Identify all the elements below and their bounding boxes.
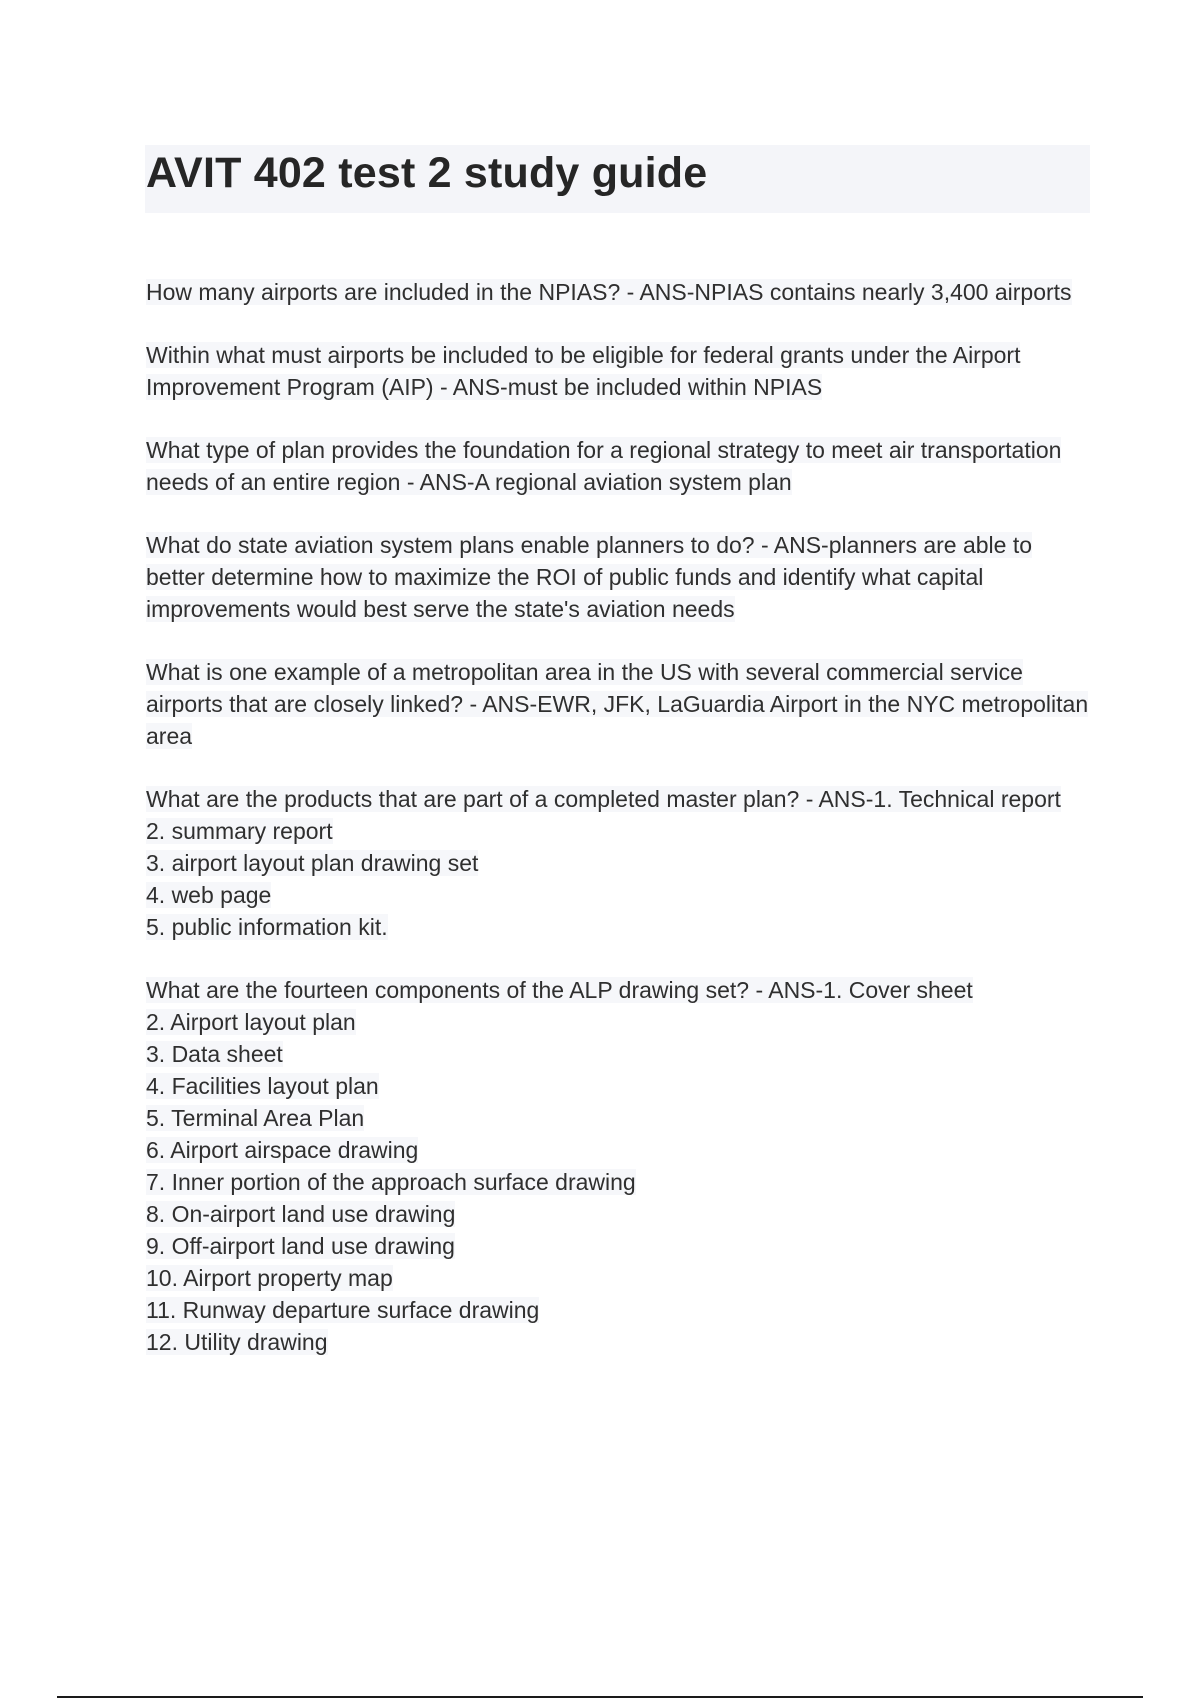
list-item: 3. airport layout plan drawing set [146,850,479,876]
study-guide-content [146,276,1096,1389]
qa-text: How many airports are included in the NPIAS? - ANS-NPIAS contains nearly 3,400 airports [146,279,1072,305]
qa-text: What are the products that are part of a completed master plan? - ANS-1. Technical report [146,786,1061,812]
list-item: 2. summary report [146,818,333,844]
list-item: 2. Airport layout plan [146,1009,356,1035]
list-item: 6. Airport airspace drawing [146,1137,419,1163]
list-item: 10. Airport property map [146,1265,393,1291]
list-item: 11. Runway departure surface drawing [146,1297,540,1323]
qa-text: What do state aviation system plans enable planners to do? - ANS-planners are able to better determine how to maximize the ROI of public funds and identify what capital improvements would best serve the state's aviation needs [146,532,1033,622]
list-item: 5. public information kit. [146,914,388,940]
answer-list [146,815,1096,943]
list-item: 8. On-airport land use drawing [146,1201,456,1227]
list-item: 4. web page [146,882,272,908]
qa-item [146,529,1096,625]
qa-text: What type of plan provides the foundation for a regional strategy to meet air transportation needs of an entire region - ANS-A regional aviation system plan [146,437,1062,495]
qa-text: What is one example of a metropolitan area in the US with several commercial service airports that are closely linked? - ANS-EWR, JFK, LaGuardia Airport in the NYC metropolitan area [146,659,1089,749]
list-item: 5. Terminal Area Plan [146,1105,365,1131]
answer-list [146,1006,1096,1358]
list-item: 4. Facilities layout plan [146,1073,379,1099]
list-item: 9. Off-airport land use drawing [146,1233,455,1259]
qa-item [146,434,1096,498]
list-item: 3. Data sheet [146,1041,283,1067]
qa-text: Within what must airports be included to be eligible for federal grants under the Airport Improvement Program (AIP) - ANS-must be included within NPIAS [146,342,1021,400]
qa-item [146,339,1096,403]
page-title: AVIT 402 test 2 study guide [146,149,708,197]
list-item: 7. Inner portion of the approach surface drawing [146,1169,636,1195]
qa-item [146,656,1096,752]
list-item: 12. Utility drawing [146,1329,328,1355]
qa-item [146,974,1096,1358]
footer-divider [57,1696,1143,1698]
qa-item [146,783,1096,943]
qa-item [146,276,1096,308]
qa-text: What are the fourteen components of the ALP drawing set? - ANS-1. Cover sheet [146,977,973,1003]
